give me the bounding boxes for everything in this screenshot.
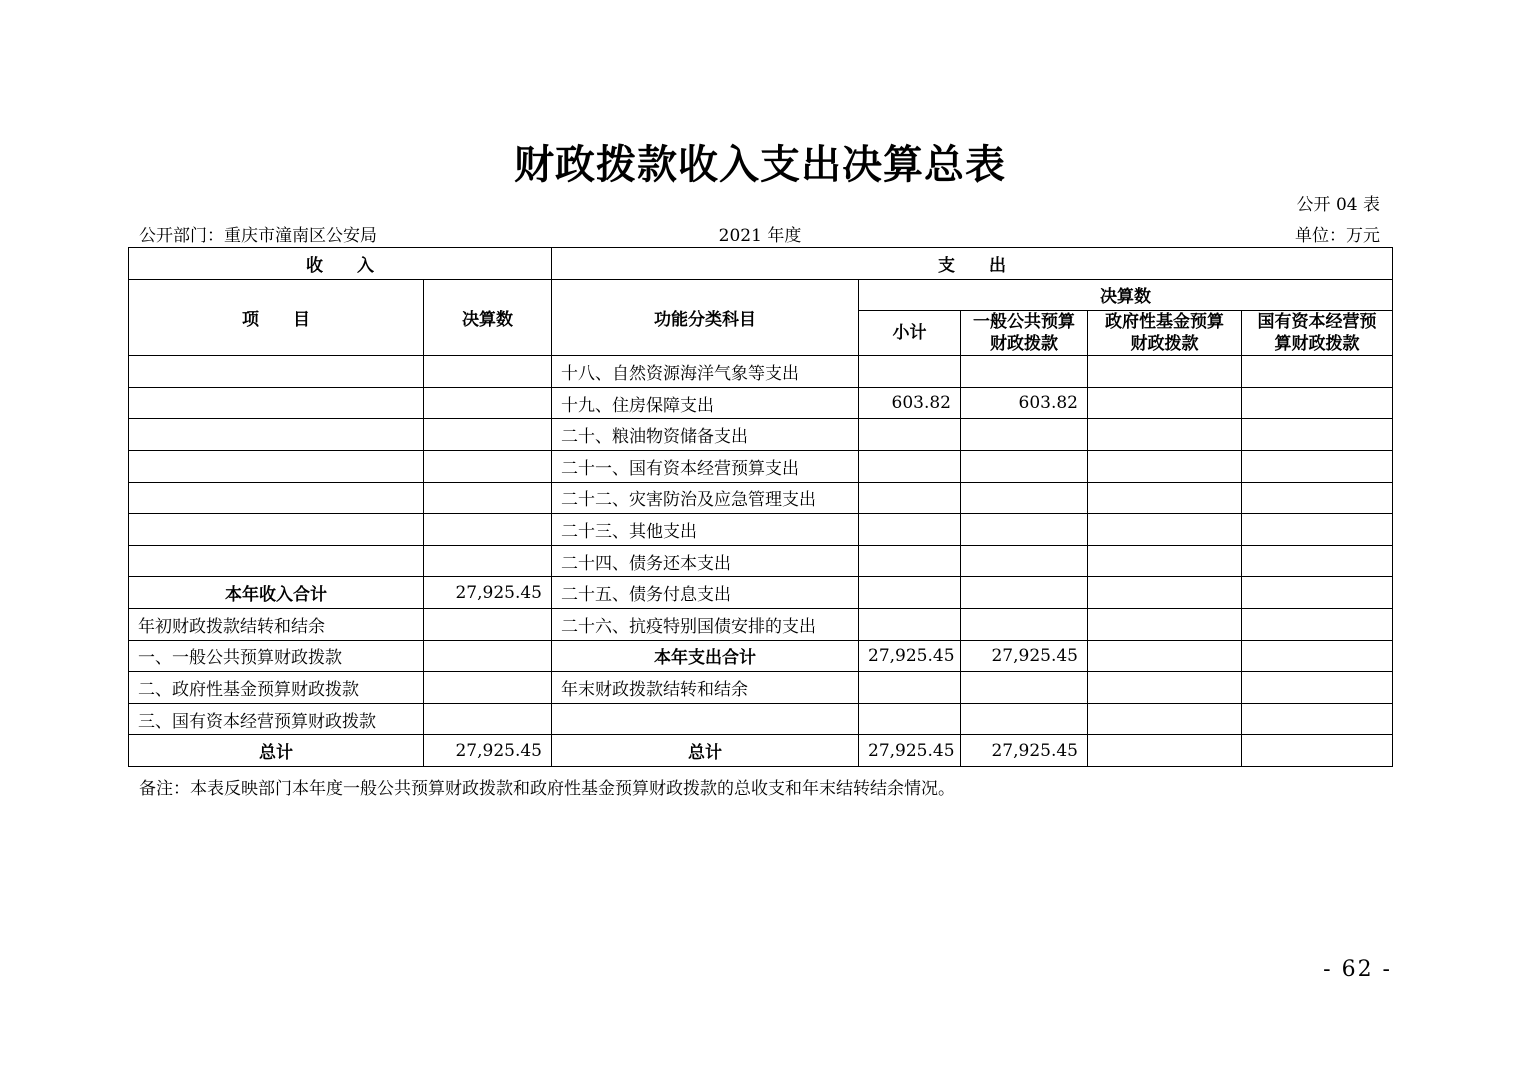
table-row	[129, 545, 1393, 577]
item-cell	[129, 450, 424, 482]
capital-cell	[1242, 577, 1393, 609]
subtotal-cell	[859, 703, 961, 735]
amount-cell	[424, 672, 552, 704]
fund-cell	[1088, 640, 1242, 672]
amount-cell: 27,925.45	[424, 735, 552, 767]
amount-cell	[424, 514, 552, 546]
item-cell	[129, 482, 424, 514]
fund-cell	[1088, 703, 1242, 735]
table-row	[129, 450, 1393, 482]
func-cell: 二十四、债务还本支出	[552, 545, 859, 577]
settlement-group-header: 决算数	[859, 279, 1393, 311]
unit-label: 单位：万元	[1295, 226, 1380, 246]
capital-cell	[1242, 545, 1393, 577]
header-row-1	[129, 248, 1393, 280]
subtotal-cell	[859, 482, 961, 514]
capital-cell	[1242, 640, 1393, 672]
gov-fund-header: 政府性基金预算财政拨款	[1088, 311, 1242, 356]
subtotal-cell	[859, 577, 961, 609]
item-cell: 三、国有资本经营预算财政拨款	[129, 703, 424, 735]
table-row	[129, 672, 1393, 704]
fund-cell	[1088, 545, 1242, 577]
capital-cell	[1242, 672, 1393, 704]
state-capital-header: 国有资本经营预算财政拨款	[1242, 311, 1393, 356]
table-row	[129, 577, 1393, 609]
item-cell	[129, 545, 424, 577]
general-cell	[961, 608, 1088, 640]
income-header: 收 入	[129, 248, 552, 280]
func-cell: 二十、粮油物资储备支出	[552, 419, 859, 451]
func-cell: 二十六、抗疫特别国债安排的支出	[552, 608, 859, 640]
item-header: 项 目	[129, 279, 424, 356]
table-row-total	[129, 735, 1393, 767]
form-number: 公开 04 表	[1296, 195, 1380, 215]
item-cell: 本年收入合计	[129, 577, 424, 609]
general-cell	[961, 450, 1088, 482]
table-row	[129, 419, 1393, 451]
item-cell: 总计	[129, 735, 424, 767]
header-row-2	[129, 279, 1393, 311]
fund-cell	[1088, 735, 1242, 767]
fiscal-table	[128, 247, 1393, 767]
amount-cell	[424, 419, 552, 451]
fund-cell	[1088, 577, 1242, 609]
table-row	[129, 482, 1393, 514]
subtotal-cell	[859, 356, 961, 388]
fund-cell	[1088, 482, 1242, 514]
table-row	[129, 356, 1393, 388]
table-row	[129, 608, 1393, 640]
fund-cell	[1088, 450, 1242, 482]
subtotal-header: 小计	[859, 311, 961, 356]
subtotal-cell	[859, 608, 961, 640]
func-cell: 二十五、债务付息支出	[552, 577, 859, 609]
func-class-header: 功能分类科目	[552, 279, 859, 356]
capital-cell	[1242, 387, 1393, 419]
general-cell: 27,925.45	[961, 735, 1088, 767]
table-row	[129, 387, 1393, 419]
amount-cell	[424, 482, 552, 514]
func-cell: 二十二、灾害防治及应急管理支出	[552, 482, 859, 514]
amount-cell	[424, 640, 552, 672]
item-cell	[129, 419, 424, 451]
item-cell: 年初财政拨款结转和结余	[129, 608, 424, 640]
subtotal-cell	[859, 672, 961, 704]
amount-cell	[424, 356, 552, 388]
general-cell: 603.82	[961, 387, 1088, 419]
page-title: 财政拨款收入支出决算总表	[514, 142, 1006, 188]
func-cell: 本年支出合计	[552, 640, 859, 672]
amount-cell	[424, 387, 552, 419]
capital-cell	[1242, 514, 1393, 546]
general-cell	[961, 514, 1088, 546]
expense-header: 支 出	[552, 248, 1393, 280]
fiscal-year: 2021 年度	[718, 226, 802, 246]
item-cell: 一、一般公共预算财政拨款	[129, 640, 424, 672]
func-cell: 十九、住房保障支出	[552, 387, 859, 419]
amount-cell	[424, 608, 552, 640]
fund-cell	[1088, 672, 1242, 704]
func-cell: 二十三、其他支出	[552, 514, 859, 546]
capital-cell	[1242, 608, 1393, 640]
settlement-header: 决算数	[424, 279, 552, 356]
capital-cell	[1242, 482, 1393, 514]
table-row	[129, 514, 1393, 546]
subtotal-cell	[859, 419, 961, 451]
func-cell: 十八、自然资源海洋气象等支出	[552, 356, 859, 388]
func-cell: 总计	[552, 735, 859, 767]
item-cell	[129, 356, 424, 388]
subtotal-cell: 603.82	[859, 387, 961, 419]
capital-cell	[1242, 735, 1393, 767]
general-cell: 27,925.45	[961, 640, 1088, 672]
subtotal-cell	[859, 545, 961, 577]
subtotal-cell: 27,925.45	[859, 735, 961, 767]
amount-cell: 27,925.45	[424, 577, 552, 609]
fund-cell	[1088, 356, 1242, 388]
subtotal-cell	[859, 514, 961, 546]
general-budget-header: 一般公共预算财政拨款	[961, 311, 1088, 356]
amount-cell	[424, 703, 552, 735]
page-number: - 62 -	[1323, 957, 1392, 982]
item-cell	[129, 514, 424, 546]
amount-cell	[424, 450, 552, 482]
general-cell	[961, 482, 1088, 514]
fund-cell	[1088, 419, 1242, 451]
general-cell	[961, 577, 1088, 609]
general-cell	[961, 703, 1088, 735]
footnote: 备注：本表反映部门本年度一般公共预算财政拨款和政府性基金预算财政拨款的总收支和年末结转结余情况。	[139, 779, 955, 799]
table-row	[129, 640, 1393, 672]
capital-cell	[1242, 450, 1393, 482]
func-cell: 二十一、国有资本经营预算支出	[552, 450, 859, 482]
capital-cell	[1242, 419, 1393, 451]
amount-cell	[424, 545, 552, 577]
fund-cell	[1088, 608, 1242, 640]
capital-cell	[1242, 356, 1393, 388]
general-cell	[961, 419, 1088, 451]
fund-cell	[1088, 387, 1242, 419]
general-cell	[961, 672, 1088, 704]
general-cell	[961, 545, 1088, 577]
subtotal-cell: 27,925.45	[859, 640, 961, 672]
fund-cell	[1088, 514, 1242, 546]
func-cell: 年末财政拨款结转和结余	[552, 672, 859, 704]
item-cell: 二、政府性基金预算财政拨款	[129, 672, 424, 704]
capital-cell	[1242, 703, 1393, 735]
item-cell	[129, 387, 424, 419]
general-cell	[961, 356, 1088, 388]
table-row	[129, 703, 1393, 735]
subtotal-cell	[859, 450, 961, 482]
department-label: 公开部门：重庆市潼南区公安局	[139, 226, 377, 246]
func-cell	[552, 703, 859, 735]
